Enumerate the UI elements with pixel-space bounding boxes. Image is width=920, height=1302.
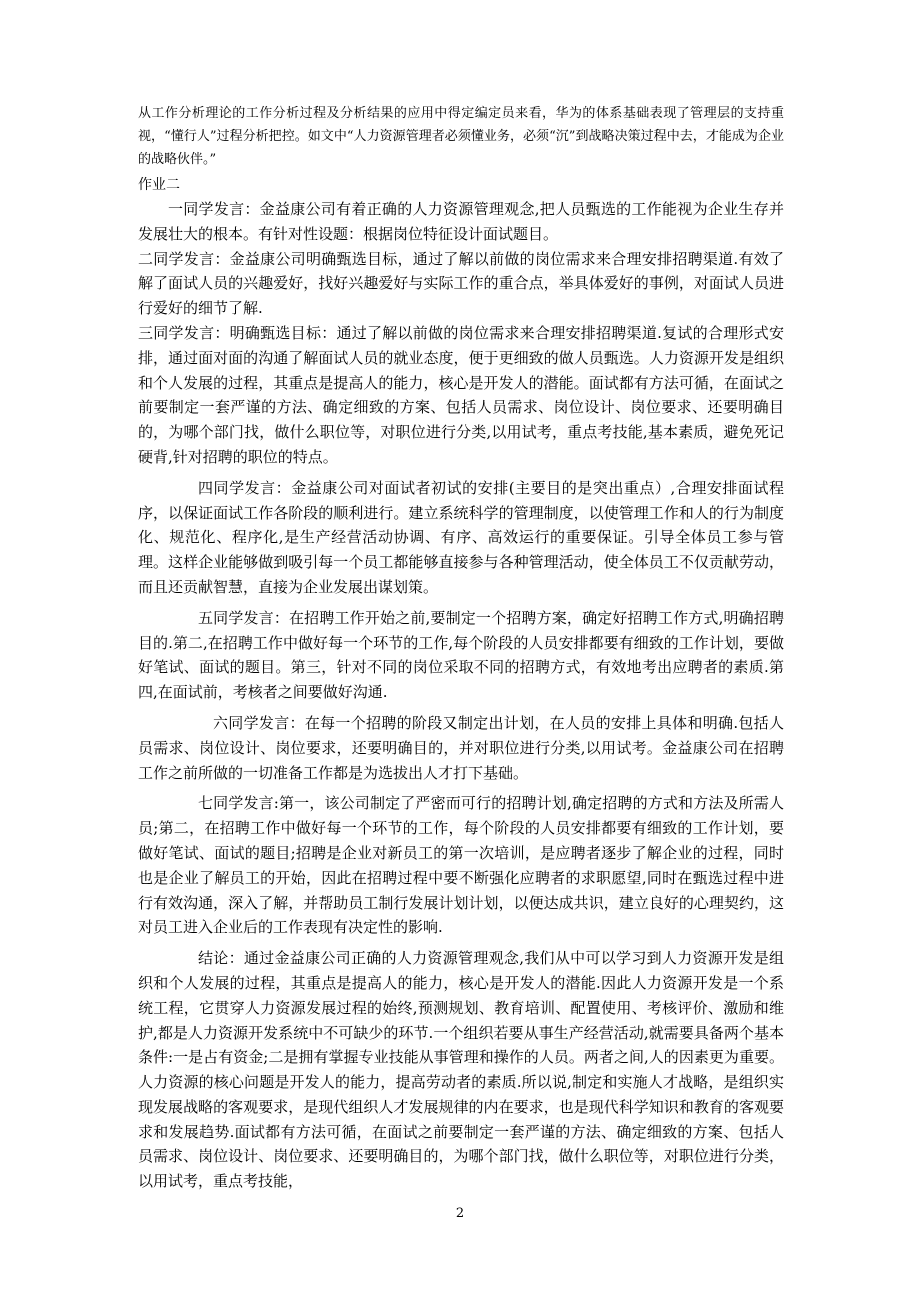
intro-paragraph: 从工作分析理论的工作分析过程及分析结果的应用中得定编定员来看，华为的体系基础表现了管理层的支持重视，“懂行人”过程分析把控。如文中“人力资源管理者必须懂业务，必须“沉”到战略决策过程中去，才能成为企业的战略伙伴。” xyxy=(138,106,784,167)
paragraph-student-5: 五同学发言：在招聘工作开始之前,要制定一个招聘方案，确定好招聘工作方式,明确招聘目的.第二,在招聘工作中做好每一个环节的工作,每个阶段的人员安排都要有细致的工作计划，要做好笔试、面试的题目。第三，针对不同的岗位采取不同的招聘方式，有效地考出应聘者的素质.第四,在面试前，考核者之间要做好沟通. xyxy=(138,608,784,702)
section-title: 作业二 xyxy=(138,177,180,193)
paragraph-student-6: 六同学发言：在每一个招聘的阶段又制定出计划，在人员的安排上具体和明确.包括人员需求、岗位设计、岗位要求，还要明确目的，并对职位进行分类,以用试考。金益康公司在招聘工作之前所做的一切准备工作都是为选拔出人才打下基础。 xyxy=(138,713,784,782)
page-number: 2 xyxy=(455,1206,465,1221)
paragraph-conclusion: 结论：通过金益康公司正确的人力资源管理观念,我们从中可以学习到人力资源开发是组织和个人发展的过程，其重点是提高人的能力，核心是开发人的潜能.因此人力资源开发是一个系统工程，它贯穿人力资源发展过程的始终,预测规划、教育培训、配置使用、考核评价、激励和维护,都是人力资源开发系统中不可缺少的环节.一个组织若要从事生产经营活动,就需要具备两个基本条件:一是占有资金;二是拥有掌握专业技能从事管理和操作的人员。两者之间,人的因素更为重要。人力资源的核心问题是开发人的能力，提高劳动者的素质.所以说,制定和实施人才战略，是组织实现发展战略的客观要求，是现代组织人才发展规律的内在要求，也是现代科学知识和教育的客观要求和发展趋势.面试都有方法可循，在面试之前要制定一套严谨的方法、确定细致的方案、包括人员需求、岗位设计、岗位要求、还要明确目的，为哪个部门找，做什么职位等，对职位进行分类，以用试考，重点考技能， xyxy=(138,949,784,1191)
paragraph-student-4: 四同学发言：金益康公司对面试者初试的安排(主要目的是突出重点）,合理安排面试程序，以保证面试工作各阶段的顺利进行。建立系统科学的管理制度，以使管理工作和人的行为制度化、规范化、程序化,是生产经营活动协调、有序、高效运行的重要保证。引导全体员工参与管理。这样企业能够做到吸引每一个员工都能够直接参与各种管理活动，使全体员工不仅贡献劳动，而且还贡献智慧，直接为企业发展出谋划策。 xyxy=(138,478,784,596)
document-body xyxy=(138,102,784,1194)
paragraph-student-3: 三同学发言：明确甄选目标：通过了解以前做的岗位需求来合理安排招聘渠道.复试的合理形式安排，通过面对面的沟通了解面试人员的就业态度，便于更细致的做人员甄选。人力资源开发是组织和个人发展的过程，其重点是提高人的能力，核心是开发人的潜能。面试都有方法可循，在面试之前要制定一套严谨的方法、确定细致的方案、包括人员需求、岗位设计、岗位要求、还要明确目的，为哪个部门找，做什么职位等，对职位进行分类,以用试考，重点考技能,基本素质，避免死记硬背,针对招聘的职位的特点。 xyxy=(138,323,784,466)
paragraph-student-2: 二同学发言：金益康公司明确甄选目标，通过了解以前做的岗位需求来合理安排招聘渠道.有效了解了面试人员的兴趣爱好，找好兴趣爱好与实际工作的重合点，举具体爱好的事例，对面试人员进行爱好的细节了解. xyxy=(138,249,784,318)
paragraph-student-7: 七同学发言:第一，该公司制定了严密而可行的招聘计划,确定招聘的方式和方法及所需人员;第二，在招聘工作中做好每一个环节的工作，每个阶段的人员安排都要有细致的工作计划，要做好笔试、面试的题目;招聘是企业对新员工的第一次培训，是应聘者逐步了解企业的过程，同时也是企业了解员工的开始，因此在招聘过程中要不断强化应聘者的求职愿望,同时在甄选过程中进行有效沟通，深入了解，并帮助员工制行发展计划计划，以便达成共识，建立良好的心理契约，这对员工进入企业后的工作表现有决定性的影响. xyxy=(138,794,784,937)
paragraph-student-1: 一同学发言：金益康公司有着正确的人力资源管理观念,把人员甄选的工作能视为企业生存并发展壮大的根本。有针对性设题：根据岗位特征设计面试题目。 xyxy=(138,200,784,243)
